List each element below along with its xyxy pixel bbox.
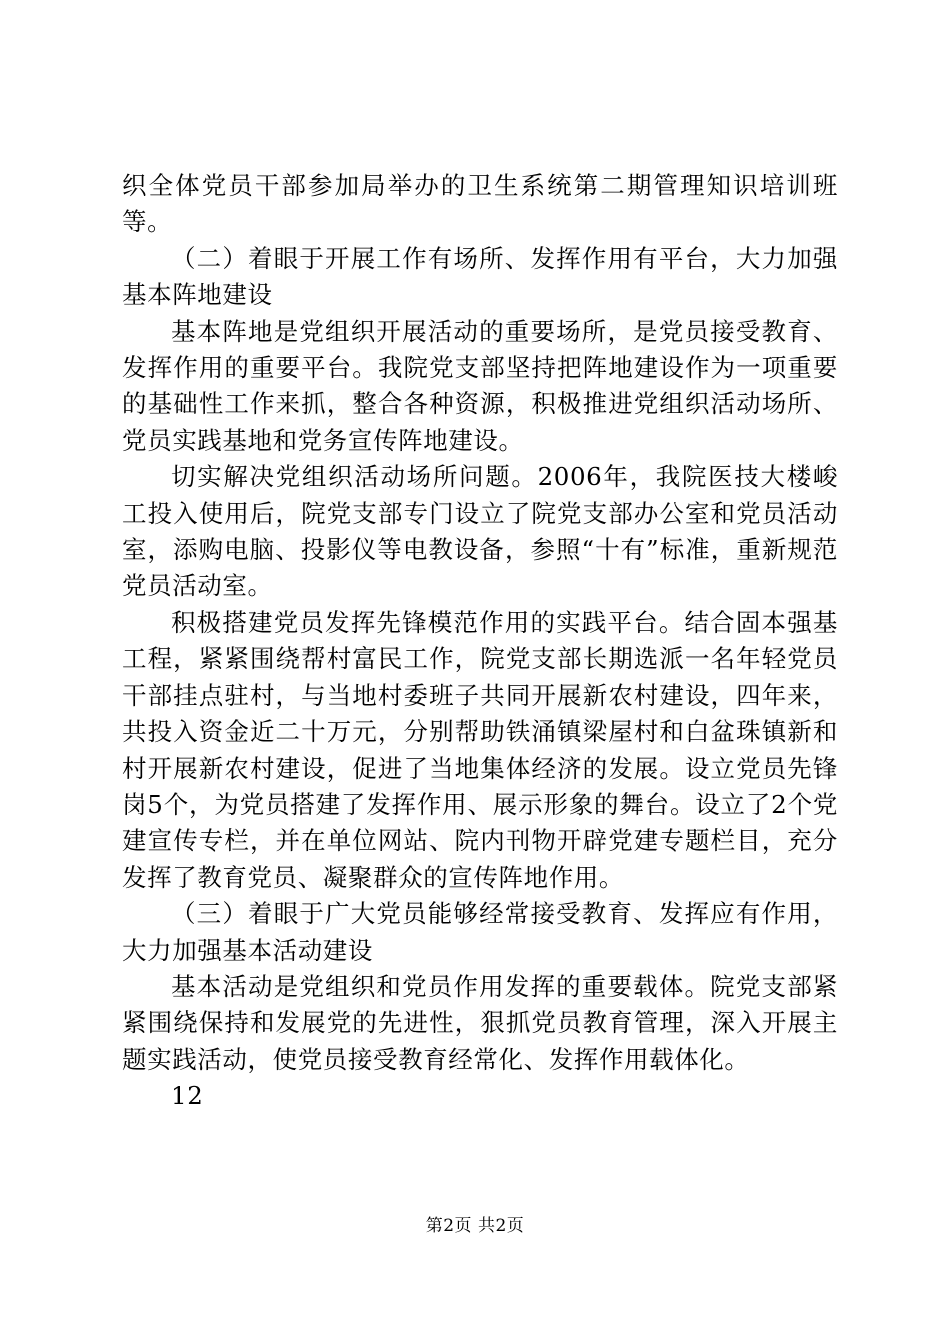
paragraph-basic-position: 基本阵地是党组织开展活动的重要场所，是党员接受教育、发挥作用的重要平台。我院党支部坚持把阵地建设作为一项重要的基础性工作来抓，整合各种资源，积极推进党组织活动场所、党员实践基地和党务宣传阵地建设。 (122, 316, 838, 455)
document-body (122, 168, 838, 1115)
paragraph-activity-venue: 切实解决党组织活动场所问题。2006年，我院医技大楼峻工投入使用后，院党支部专门设立了院党支部办公室和党员活动室，添购电脑、投影仪等电教设备，参照“十有”标准，重新规范党员活动室。 (122, 462, 838, 601)
page-number-footer: 第2页 共2页 (425, 1216, 525, 1236)
section-heading-two: （二）着眼于开展工作有场所、发挥作用有平台，大力加强基本阵地建设 (122, 243, 838, 310)
paragraph-basic-activity: 基本活动是党组织和党员作用发挥的重要载体。院党支部紧紧围绕保持和发展党的先进性，狠抓党员教育管理，深入开展主题实践活动，使党员接受教育经常化、发挥作用载体化。 (122, 971, 838, 1074)
paragraph-practice-platform: 积极搭建党员发挥先锋模范作用的实践平台。结合固本强基工程，紧紧围绕帮村富民工作，院党支部长期选派一名年轻党员干部挂点驻村，与当地村委班子共同开展新农村建设，四年来，共投入资金近二十万元，分别帮助铁涌镇梁屋村和白盆珠镇新和村开展新农村建设，促进了当地集体经济的发展。设立党员先锋岗5个，为党员搭建了发挥作用、展示形象的舞台。设立了2个党建宣传专栏，并在单位网站、院内刊物开辟党建专题栏目，充分发挥了教育党员、凝聚群众的宣传阵地作用。 (122, 607, 838, 892)
paragraph-continuation: 织全体党员干部参加局举办的卫生系统第二期管理知识培训班等。 (122, 171, 838, 237)
paragraph-number: 12 (171, 1081, 204, 1111)
section-heading-three: （三）着眼于广大党员能够经常接受教育、发挥应有作用，大力加强基本活动建设 (122, 899, 838, 965)
